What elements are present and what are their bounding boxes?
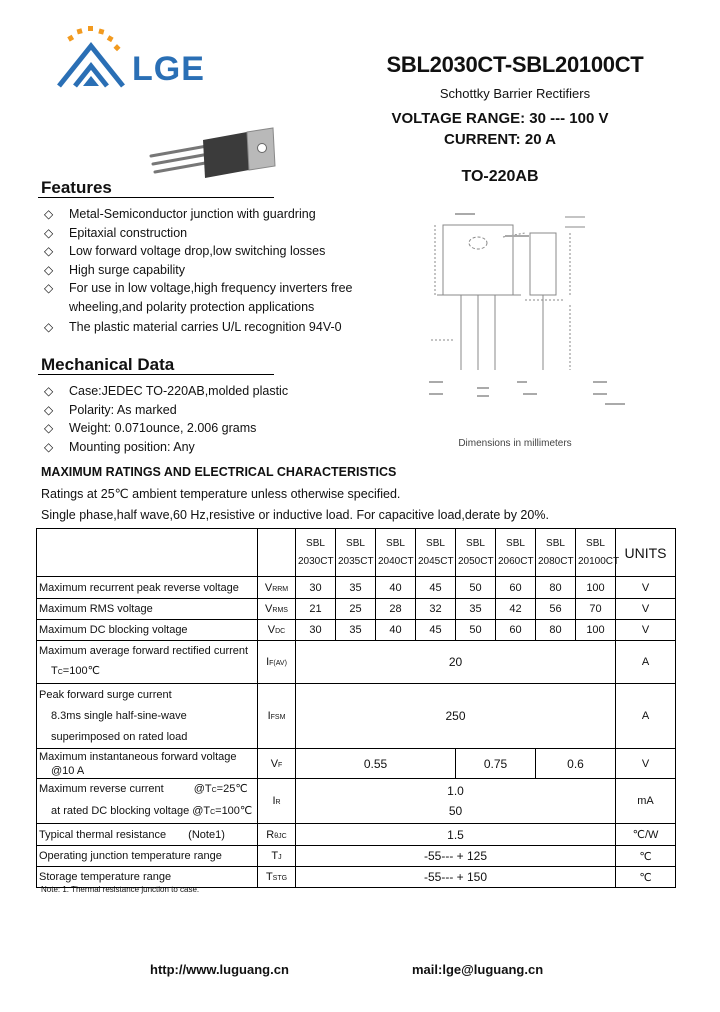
column-header: SBL 2040CT [376, 529, 416, 577]
value-cell: 60 [496, 620, 536, 641]
company-logo [55, 22, 135, 92]
mechanical-rule [38, 374, 274, 375]
param-label: Typical thermal resistance (Note1) [37, 824, 258, 846]
value-cell: 70 [576, 599, 616, 620]
features-list [41, 205, 361, 336]
value-cell: 21 [296, 599, 336, 620]
features-heading: Features [41, 178, 112, 197]
component-image [145, 118, 280, 188]
value-cell: 35 [456, 599, 496, 620]
value-cell: 80 [536, 577, 576, 599]
mechanical-item: ◇ Weight: 0.071ounce, 2.006 grams [41, 419, 361, 438]
param-symbol: TSTG [258, 867, 296, 888]
value-cell: 56 [536, 599, 576, 620]
value-cell: 250 [296, 684, 616, 749]
param-symbol: IFSM [258, 684, 296, 749]
param-symbol: IF(AV) [258, 641, 296, 684]
value-cell: 0.55 [296, 749, 456, 779]
value-cell: 1.5 [296, 824, 616, 846]
table-footnote: Note: 1. Thermal resistance junction to case. [41, 885, 200, 894]
feature-item: ◇ Epitaxial construction [41, 224, 361, 243]
param-label: Maximum reverse current @TC=25℃ at rated DC blocking voltage @TC=100℃ [37, 779, 258, 824]
value-cell: 30 [296, 620, 336, 641]
value-cell: 42 [496, 599, 536, 620]
value-cell: 100 [576, 577, 616, 599]
unit-cell: V [616, 620, 676, 641]
value-cell: 0.75 [456, 749, 536, 779]
unit-cell: V [616, 577, 676, 599]
feature-item: ◇ Low forward voltage drop,low switching losses [41, 242, 361, 261]
param-label: Storage temperature range [37, 867, 258, 888]
feature-item: ◇ The plastic material carries U/L recognition 94V-0 [41, 318, 361, 337]
value-cell: 45 [416, 577, 456, 599]
current-rating: CURRENT: 20 A [444, 131, 556, 148]
value-cell: 50 [456, 577, 496, 599]
value-cell: 45 [416, 620, 456, 641]
features-rule [38, 197, 274, 198]
param-label: Maximum instantaneous forward voltage @10 A [37, 749, 258, 779]
column-header: SBL 2030CT [296, 529, 336, 577]
table-row-vf [37, 749, 676, 779]
value-cell: 100 [576, 620, 616, 641]
column-header: SBL 2060CT [496, 529, 536, 577]
value-cell: 20 [296, 641, 616, 684]
ratings-load-note: Single phase,half wave,60 Hz,resistive or inductive load. For capacitive load,derate by 20%. [41, 508, 549, 522]
dimensions-caption: Dimensions in millimeters [458, 438, 572, 449]
value-cell: 28 [376, 599, 416, 620]
value-cell: 1.0 50 [296, 779, 616, 824]
column-header: SBL 2080CT [536, 529, 576, 577]
unit-cell: V [616, 599, 676, 620]
table-row-ifav [37, 641, 676, 684]
value-cell: 80 [536, 620, 576, 641]
email-link[interactable]: mail:lge@luguang.cn [412, 962, 544, 977]
mechanical-item: ◇ Case:JEDEC TO-220AB,molded plastic [41, 382, 361, 401]
param-label: Maximum recurrent peak reverse voltage [37, 577, 258, 599]
table-header-row [37, 529, 676, 577]
value-cell: -55--- + 125 [296, 846, 616, 867]
unit-cell: ℃ [616, 867, 676, 888]
table-row-vdc [37, 620, 676, 641]
param-symbol: VDC [258, 620, 296, 641]
param-symbol: IR [258, 779, 296, 824]
param-symbol: TJ [258, 846, 296, 867]
package-type: TO-220AB [461, 168, 539, 185]
value-cell: 30 [296, 577, 336, 599]
mechanical-heading: Mechanical Data [41, 355, 175, 374]
param-symbol: RθJC [258, 824, 296, 846]
param-symbol: VRMS [258, 599, 296, 620]
table-row-vrrm [37, 577, 676, 599]
header-symbol-cell [258, 529, 296, 577]
param-symbol: VRRM [258, 577, 296, 599]
value-cell: 32 [416, 599, 456, 620]
value-cell: 35 [336, 620, 376, 641]
voltage-range: VOLTAGE RANGE: 30 --- 100 V [391, 110, 609, 127]
param-label: Maximum RMS voltage [37, 599, 258, 620]
brand-name: LGE [132, 50, 205, 88]
column-header: SBL 2050CT [456, 529, 496, 577]
unit-cell: ℃/W [616, 824, 676, 846]
value-cell: 0.6 [536, 749, 616, 779]
package-dimension-drawing [425, 205, 640, 420]
value-cell: 40 [376, 577, 416, 599]
ratings-heading: MAXIMUM RATINGS AND ELECTRICAL CHARACTERISTICS [41, 465, 397, 479]
feature-item: ◇ Metal-Semiconductor junction with guardring [41, 205, 361, 224]
part-number-title: SBL2030CT-SBL20100CT [386, 52, 644, 77]
mechanical-item: ◇ Mounting position: Any [41, 438, 361, 457]
value-cell: 60 [496, 577, 536, 599]
unit-cell: V [616, 749, 676, 779]
mechanical-list [41, 382, 361, 456]
value-cell: 35 [336, 577, 376, 599]
value-cell: -55--- + 150 [296, 867, 616, 888]
unit-cell: A [616, 684, 676, 749]
param-label: Maximum average forward rectified current TC=100℃ [37, 641, 258, 684]
table-row-ir [37, 779, 676, 824]
param-label: Operating junction temperature range [37, 846, 258, 867]
feature-item: ◇ For use in low voltage,high frequency inverters free wheeling,and polarity protection applications [41, 279, 361, 316]
param-symbol: VF [258, 749, 296, 779]
units-header: UNITS [616, 529, 676, 577]
product-subtitle: Schottky Barrier Rectifiers [439, 86, 591, 101]
ratings-table [36, 528, 676, 888]
column-header: SBL 20100CT [576, 529, 616, 577]
param-label: Peak forward surge current 8.3ms single half-sine-wave superimposed on rated load [37, 684, 258, 749]
table-row-tj [37, 846, 676, 867]
website-link[interactable]: http://www.luguang.cn [150, 962, 289, 977]
mechanical-item: ◇ Polarity: As marked [41, 401, 361, 420]
unit-cell: ℃ [616, 846, 676, 867]
param-label: Maximum DC blocking voltage [37, 620, 258, 641]
table-row-vrms [37, 599, 676, 620]
column-header: SBL 2035CT [336, 529, 376, 577]
table-row-ifsm [37, 684, 676, 749]
column-header: SBL 2045CT [416, 529, 456, 577]
value-cell: 40 [376, 620, 416, 641]
ratings-ambient-note: Ratings at 25℃ ambient temperature unless otherwise specified. [41, 487, 401, 501]
feature-item: ◇ High surge capability [41, 261, 361, 280]
unit-cell: mA [616, 779, 676, 824]
unit-cell: A [616, 641, 676, 684]
header-blank-cell [37, 529, 258, 577]
table-row-rth [37, 824, 676, 846]
value-cell: 25 [336, 599, 376, 620]
value-cell: 50 [456, 620, 496, 641]
